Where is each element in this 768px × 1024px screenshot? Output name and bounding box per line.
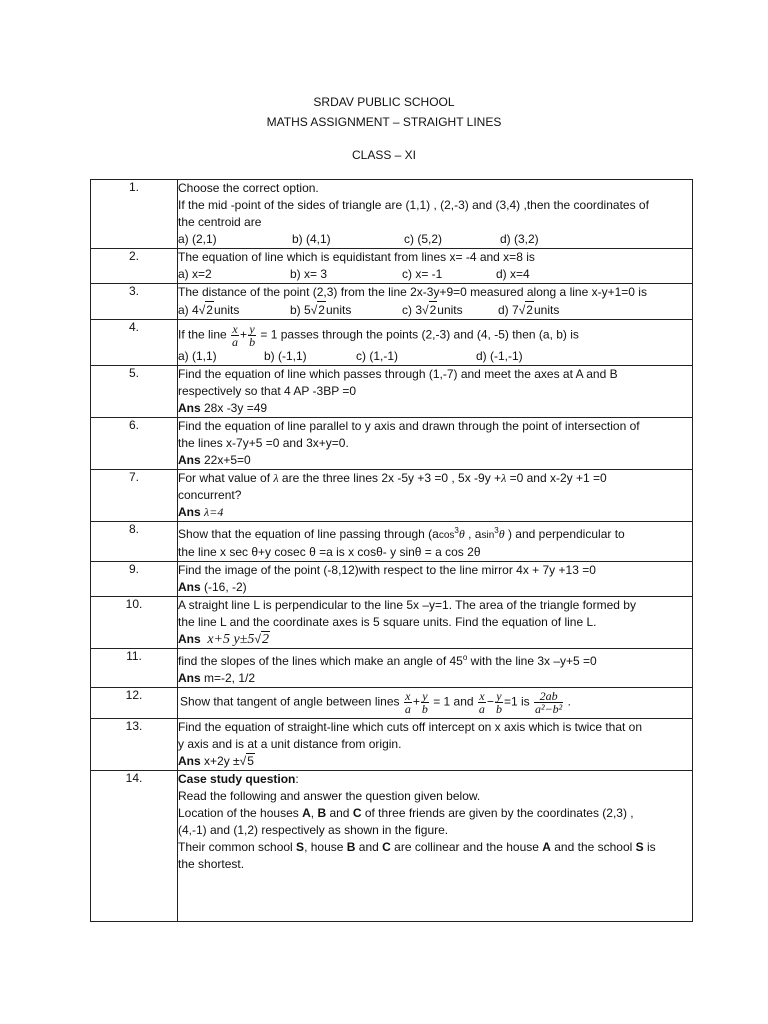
question-row-6	[91, 418, 693, 470]
answer-value: (-16, -2)	[200, 580, 247, 594]
line: Find the equation of line which passes through (1,-7) and meet the axes at A and B	[178, 367, 618, 381]
degree-sign: o	[462, 653, 468, 662]
text: and	[355, 840, 383, 854]
question-row-5	[91, 366, 693, 418]
line: The distance of the point (2,3) from the line 2x-3y+9=0 measured along a line x-y+1=0 is	[178, 285, 647, 299]
theta-symbol: θ	[458, 527, 465, 541]
answer	[178, 631, 692, 648]
blank-space	[178, 873, 692, 921]
answer	[178, 504, 692, 521]
question-number: 11.	[91, 649, 178, 688]
theta-symbol: θ	[498, 527, 505, 541]
sqrt-sign: √	[198, 303, 206, 317]
line: the centroid are	[178, 215, 262, 229]
text: find the slopes of the lines which make an angle of 45	[178, 654, 463, 668]
sqrt-sign: √	[239, 754, 247, 768]
sqrt-radicand: 2	[318, 303, 325, 317]
question-text	[178, 180, 693, 249]
text: , house	[304, 840, 347, 854]
lambda-symbol: λ	[501, 471, 507, 485]
question-number: 3.	[91, 284, 178, 320]
answer-value: x+5 y±5	[207, 632, 255, 647]
sqrt-radicand: 5	[247, 754, 254, 768]
option-b: b) (-1,1)	[264, 349, 307, 363]
house-c: C	[382, 840, 391, 854]
question-number: 12.	[91, 688, 178, 719]
answer-label: Ans	[178, 754, 201, 768]
sin-term: sin	[481, 530, 495, 541]
class-label: CLASS – XI	[351, 148, 417, 162]
house-a: A	[302, 806, 311, 820]
cos-term: cos	[438, 530, 455, 541]
answer-label: Ans	[178, 453, 201, 467]
option-a: a) (2,1)	[178, 232, 217, 246]
sqrt-radicand: 2	[206, 303, 213, 317]
option-a	[178, 301, 290, 319]
school-s: S	[296, 840, 305, 854]
exponent: 3	[454, 526, 459, 535]
line: (4,-1) and (1,2) respectively as shown in the figure.	[178, 823, 449, 837]
question-number: 8.	[91, 522, 178, 562]
minus-sign: −	[486, 694, 494, 709]
question-text	[178, 688, 693, 719]
line: concurrent?	[178, 488, 242, 502]
line	[178, 805, 692, 822]
denominator: a	[478, 702, 485, 716]
question-text	[178, 562, 693, 597]
question-number: 10.	[91, 597, 178, 649]
numerator: y	[249, 322, 255, 336]
line: If the mid -point of the sides of triangle are (1,1) , (2,-3) and (3,4) ,then the coordinates of	[178, 198, 649, 212]
text: For what value of	[178, 471, 274, 485]
question-row-10	[91, 597, 693, 649]
line: Find the equation of line parallel to y axis and drawn through the point of intersection of	[178, 419, 640, 433]
option-units: units	[533, 303, 560, 317]
question-row-9	[91, 562, 693, 597]
answer	[178, 753, 692, 770]
option-prefix: b) 5	[290, 303, 311, 317]
option-prefix: a) 4	[178, 303, 199, 317]
question-number: 13.	[91, 719, 178, 771]
option-a: a) (1,1)	[178, 349, 217, 363]
school-s: S	[635, 840, 644, 854]
question-number: 4.	[91, 320, 178, 366]
option-units: units	[213, 303, 240, 317]
option-d: d) (3,2)	[500, 232, 539, 246]
exponent: 3	[494, 526, 499, 535]
text: Show that tangent of angle between lines	[180, 694, 400, 709]
question-text	[178, 522, 693, 562]
options	[178, 231, 692, 248]
numerator: y	[422, 689, 428, 703]
fraction-y-over-b	[495, 690, 503, 715]
sqrt-radicand: 2	[262, 632, 269, 647]
line	[178, 839, 692, 856]
sqrt-sign: √	[518, 303, 526, 317]
question-text	[178, 470, 693, 522]
assignment-title: MATHS ASSIGNMENT – STRAIGHT LINES	[266, 115, 502, 129]
text: are collinear and the house	[390, 840, 543, 854]
plus-sign: +	[412, 694, 420, 709]
case-study-heading	[178, 771, 692, 788]
answer-value: x+2y ±	[200, 754, 240, 768]
line: the lines x-7y+5 =0 and 3x+y=0.	[178, 436, 349, 450]
denominator: b	[495, 702, 502, 716]
question-number: 5.	[91, 366, 178, 418]
fraction-x-over-a	[404, 690, 412, 715]
text: with the line 3x –y+5 =0	[467, 654, 597, 668]
text: and the school	[550, 840, 636, 854]
sqrt-radicand: 2	[526, 303, 533, 317]
answer-value: =4	[209, 505, 224, 519]
question-text	[178, 597, 693, 649]
numerator: 2ab	[534, 690, 563, 703]
text: , a	[464, 527, 482, 541]
line: Find the image of the point (-8,12)with respect to the line mirror 4x + 7y +13 =0	[178, 563, 596, 577]
fraction-tangent	[534, 690, 563, 715]
question-text	[178, 366, 693, 418]
line: respectively so that 4 AP -3BP =0	[178, 384, 356, 398]
line	[178, 649, 692, 670]
question-number: 14.	[91, 771, 178, 922]
sqrt-sign: √	[310, 303, 318, 317]
heading-text: Case study question	[178, 772, 296, 786]
answer-label: Ans	[178, 580, 201, 594]
answer-label: Ans	[178, 401, 201, 415]
line: the line x sec θ+y cosec θ =a is x cosθ- y sinθ = a cos 2θ	[178, 545, 481, 559]
line: A straight line L is perpendicular to the line 5x –y=1. The area of the triangle formed by	[178, 598, 636, 612]
school-name: SRDAV PUBLIC SCHOOL	[313, 95, 455, 109]
house-a: A	[542, 840, 551, 854]
text: =0 and x-2y +1 =0	[506, 471, 607, 485]
answer-value: 28x -3y =49	[200, 401, 268, 415]
house-c: C	[352, 806, 362, 820]
question-row-4	[91, 320, 693, 366]
options	[178, 348, 692, 365]
question-row-2	[91, 249, 693, 284]
options	[178, 266, 692, 283]
fraction-x-over-a	[231, 323, 239, 348]
sqrt-radicand: 2	[429, 303, 437, 317]
line: The equation of line which is equidistant from lines x= -4 and x=8 is	[178, 250, 535, 264]
line	[178, 688, 692, 718]
answer-value: m=-2, 1/2	[200, 671, 256, 685]
text: =1 is	[503, 694, 530, 709]
options	[178, 301, 692, 319]
text: Their common school	[178, 840, 297, 854]
sqrt-sign: √	[422, 303, 429, 317]
fraction-y-over-b	[421, 690, 429, 715]
text: :	[295, 772, 299, 786]
option-prefix: d) 7	[498, 303, 519, 317]
question-row-1	[91, 180, 693, 249]
question-text	[178, 649, 693, 688]
question-number: 2.	[91, 249, 178, 284]
text: If the line	[178, 327, 227, 342]
line: Choose the correct option.	[178, 181, 319, 195]
numerator: y	[496, 689, 502, 703]
numerator: x	[479, 689, 485, 703]
denominator: b	[421, 702, 428, 716]
question-number: 6.	[91, 418, 178, 470]
line: y axis and is at a unit distance from origin.	[178, 737, 402, 751]
text: of three friends are given by the coordinates (2,3) ,	[361, 806, 634, 820]
plus-sign: +	[240, 327, 248, 342]
option-units: units	[325, 303, 352, 317]
question-row-12	[91, 688, 693, 719]
denominator: a	[404, 702, 411, 716]
sqrt-sign: √	[254, 632, 261, 646]
question-row-8	[91, 522, 693, 562]
answer	[178, 670, 692, 687]
numerator: x	[232, 322, 238, 336]
text: = 1 passes through the points (2,-3) and (4, -5) then (a, b) is	[260, 327, 579, 342]
text: Show that the equation of line passing through (a	[178, 527, 439, 541]
question-row-7	[91, 470, 693, 522]
line	[178, 522, 692, 544]
lambda-symbol: λ	[273, 471, 279, 485]
house-b: B	[346, 840, 356, 854]
denominator: a²−b²	[534, 702, 563, 716]
text: and	[326, 806, 353, 820]
line: Read the following and answer the question given below.	[178, 789, 481, 803]
option-d: d) (-1,-1)	[476, 349, 523, 363]
line: Find the equation of straight-line which cuts off intercept on x axis which is twice that on	[178, 720, 643, 734]
option-prefix: c) 3	[402, 303, 423, 317]
question-text	[178, 249, 693, 284]
house-b: B	[317, 806, 327, 820]
option-c: c) x= -1	[402, 267, 443, 281]
lambda-symbol: λ	[204, 505, 210, 519]
text: .	[564, 694, 571, 709]
question-text	[178, 771, 693, 922]
answer-label: Ans	[178, 632, 201, 646]
line	[178, 320, 692, 348]
question-number: 1.	[91, 180, 178, 249]
answer	[178, 400, 692, 417]
denominator: a	[232, 335, 239, 349]
option-c	[402, 301, 498, 319]
answer-label: Ans	[178, 505, 201, 519]
question-number: 9.	[91, 562, 178, 597]
fraction-x-over-a	[478, 690, 486, 715]
question-text	[178, 284, 693, 320]
option-b: b) (4,1)	[292, 232, 331, 246]
question-row-13	[91, 719, 693, 771]
denominator: b	[249, 335, 256, 349]
answer-value: 22x+5=0	[200, 453, 251, 467]
fraction-y-over-b	[248, 323, 256, 348]
option-c: c) (5,2)	[404, 232, 443, 246]
line: the shortest.	[178, 857, 245, 871]
option-a: a) x=2	[178, 267, 212, 281]
line: the line L and the coordinate axes is 5 square units. Find the equation of line L.	[178, 615, 597, 629]
question-number: 7.	[91, 470, 178, 522]
text: ,	[310, 806, 318, 820]
question-row-3	[91, 284, 693, 320]
option-c: c) (1,-1)	[356, 349, 398, 363]
question-row-11	[91, 649, 693, 688]
question-row-14	[91, 771, 693, 922]
text: = 1 and	[433, 694, 474, 709]
answer-label: Ans	[178, 671, 201, 685]
numerator: x	[405, 689, 411, 703]
question-text	[178, 719, 693, 771]
option-d: d) x=4	[496, 267, 530, 281]
option-units: units	[437, 303, 463, 317]
option-d	[498, 301, 559, 319]
option-b: b) x= 3	[290, 267, 328, 281]
text: is	[643, 840, 656, 854]
answer	[178, 452, 692, 469]
text: Location of the houses	[178, 806, 303, 820]
text: ) and perpendicular to	[504, 527, 625, 541]
question-table	[90, 179, 693, 922]
line	[178, 470, 692, 487]
question-text	[178, 320, 693, 366]
question-text	[178, 418, 693, 470]
option-b	[290, 301, 402, 319]
answer	[178, 579, 692, 596]
text: are the three lines 2x -5y +3 =0 , 5x -9y +	[278, 471, 502, 485]
